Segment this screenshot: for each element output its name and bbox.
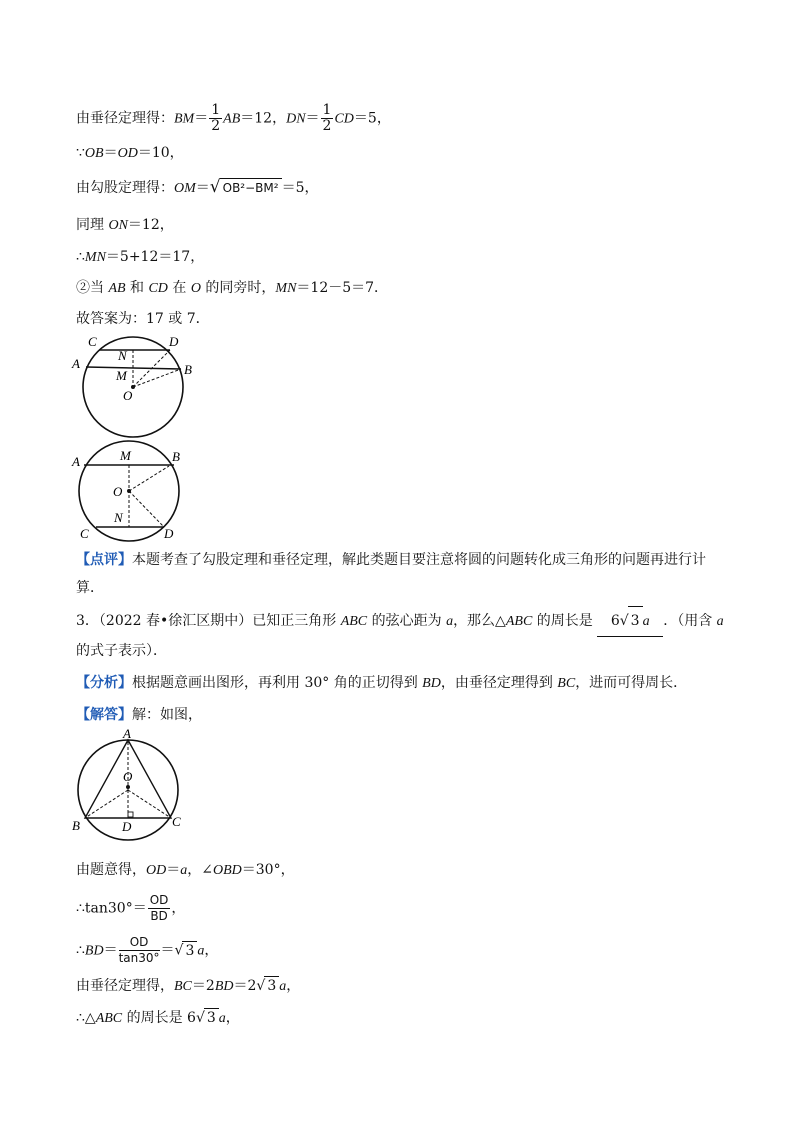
answer-blank (597, 606, 663, 637)
label-o: O (113, 484, 123, 499)
figure-circle-chords-opposite (66, 330, 206, 440)
var: AB (223, 111, 241, 127)
denominator: 2 (211, 118, 221, 134)
text: ， (204, 942, 219, 959)
label-d: D (122, 819, 132, 834)
var: OD (146, 863, 167, 878)
label-n: N (114, 510, 123, 525)
var: ABC (505, 614, 533, 629)
label-a: A (72, 356, 80, 371)
label-n: N (118, 348, 127, 363)
text: ，由垂径定理得到 (440, 675, 558, 691)
var: BD (214, 979, 234, 994)
segment-oc (128, 790, 171, 818)
text: ＝30°， (241, 862, 295, 878)
text: ＝ (103, 942, 118, 959)
radicand: 3 (628, 606, 643, 635)
label-o: O (123, 769, 133, 784)
label-c: C (80, 526, 89, 541)
text: 由垂径定理得： (76, 110, 174, 127)
line-mn-sum (76, 248, 204, 267)
var: a (642, 614, 650, 629)
question-3 (76, 606, 726, 665)
var: AB (108, 281, 126, 296)
therefore-symbol: ∴ (76, 249, 85, 265)
text: ，∠ (187, 862, 213, 878)
denominator: tan30° (118, 951, 160, 965)
radicand: 3 (182, 941, 197, 960)
label-m: M (116, 368, 127, 383)
var: OB (84, 146, 104, 161)
text: ＝ (160, 942, 175, 959)
numerator: OD (149, 893, 169, 907)
text: ∴△ (76, 1010, 96, 1026)
text: ＝ (166, 862, 181, 878)
line-ob-od (76, 144, 184, 163)
text: ＝ (194, 110, 209, 127)
line-answer: 故答案为：17 或 7． (76, 311, 210, 327)
denominator: BD (150, 909, 168, 923)
text: ＝2 (191, 978, 215, 994)
var: a (180, 863, 188, 878)
label-c: C (172, 814, 181, 829)
comment-paragraph (76, 546, 726, 602)
text: ，进而可得周长． (575, 675, 688, 691)
label-b: B (172, 449, 180, 464)
text: ＝5， (353, 110, 391, 127)
solution-step-3 (76, 935, 218, 966)
solution-line (76, 706, 202, 724)
radicand: OB²−BM² (220, 178, 282, 197)
text: 3．（2022 春•徐汇区期中）已知正三角形 (76, 613, 341, 629)
numerator: 1 (211, 102, 221, 118)
var: OM (174, 181, 196, 196)
var: BM (174, 111, 195, 127)
text: ＝2 (233, 978, 257, 994)
text: ＝ (103, 145, 118, 161)
line-similarly (76, 216, 174, 235)
center-point (126, 785, 130, 789)
text: ＝10， (137, 145, 184, 161)
text: ， (225, 1010, 240, 1026)
fraction-half (321, 103, 334, 134)
text: 在 (167, 280, 191, 296)
radicand: 3 (204, 1008, 219, 1027)
var: a (716, 614, 724, 629)
var: OD (117, 146, 138, 161)
label-b: B (72, 818, 80, 833)
text: 由垂径定理得， (76, 978, 174, 994)
denominator: 2 (322, 118, 332, 134)
radical-sign: √ (209, 177, 221, 197)
solution-step-4 (76, 976, 300, 996)
text: ∴ (76, 942, 85, 959)
segment-od (129, 491, 164, 527)
label-a: A (72, 454, 80, 469)
var: a (197, 943, 205, 959)
text: ， (286, 978, 301, 994)
var: a (446, 614, 454, 629)
text: ＝5， (281, 180, 319, 196)
solution-tag: 【解答】 (76, 707, 132, 723)
text: 和 (125, 280, 149, 296)
figure-circle-chords-same (66, 440, 206, 545)
label-d: D (164, 526, 174, 541)
text: 同理 (76, 217, 109, 233)
text: ．（用含 (663, 613, 717, 629)
var: CD (148, 281, 168, 296)
var: a (279, 979, 287, 994)
label-d: D (169, 334, 179, 349)
center-point (127, 489, 131, 493)
label-o: O (123, 388, 133, 403)
comment-tag: 【点评】 (76, 552, 132, 568)
text: 的弦心距为 (367, 613, 447, 629)
text: 的周长是 6 (122, 1010, 196, 1026)
text: ②当 (76, 280, 109, 296)
text: ，那么△ (453, 613, 506, 629)
var: MN (84, 250, 106, 265)
radical-sign: √ (174, 942, 184, 959)
text: 的周长是 (532, 613, 598, 629)
fraction-half (209, 103, 222, 134)
text: ＝ (305, 110, 320, 127)
var: a (218, 1011, 226, 1026)
label-a: A (123, 728, 131, 741)
text: 的同旁时， (200, 280, 276, 296)
var: OBD (212, 863, 242, 878)
text: ， (171, 900, 186, 917)
text: ＝5+12＝17， (105, 249, 205, 265)
label-c: C (88, 334, 97, 349)
fraction (148, 893, 171, 924)
text: 解：如图， (132, 707, 202, 723)
coef: 6 (610, 613, 620, 629)
radical-sign: √ (256, 978, 266, 994)
radical-sign: √ (619, 613, 629, 629)
text: ＝ (195, 180, 210, 196)
var: BC (557, 676, 576, 691)
right-angle-mark (128, 812, 133, 817)
text: ＝12－5＝7． (296, 280, 389, 296)
label-m: M (120, 448, 131, 463)
line-perpendicular-diameter (76, 103, 391, 134)
var: ON (108, 218, 128, 233)
solution-step-5 (76, 1008, 240, 1028)
analysis-line (76, 674, 687, 693)
label-b: B (184, 362, 192, 377)
text: 由题意得， (76, 862, 146, 878)
text: ＝12， (127, 217, 174, 233)
numerator: 1 (322, 102, 332, 118)
fraction (119, 935, 160, 966)
because-symbol: ∵ (76, 145, 85, 161)
text: 由勾股定理得： (76, 180, 174, 196)
var: BD (84, 943, 104, 959)
segment-ob (133, 369, 181, 387)
comment-text: 本题考查了勾股定理和垂径定理，解此类题目要注意将圆的问题转化成三角形的问题再进行计算． (76, 552, 706, 596)
text: 根据题意画出图形，再利用 30° 角的正切得到 (132, 675, 423, 691)
text: 的式子表示）． (76, 643, 167, 659)
text: ＝12， (240, 110, 287, 127)
numerator: OD (119, 935, 160, 951)
var: BC (174, 979, 192, 994)
var: O (190, 281, 201, 296)
radicand: 3 (264, 976, 279, 995)
segment-ob (85, 790, 128, 818)
var: ABC (340, 614, 368, 629)
solution-step-1 (76, 861, 295, 880)
radical-sign: √ (195, 1010, 205, 1026)
segment-ob (129, 466, 169, 491)
var: ABC (95, 1011, 123, 1026)
line-pythagoras (76, 178, 319, 198)
var: CD (334, 111, 354, 127)
figure-inscribed-triangle (66, 728, 196, 848)
var: BD (422, 676, 441, 691)
text: ∴tan30°＝ (76, 900, 147, 917)
var: MN (275, 281, 297, 296)
analysis-tag: 【分析】 (76, 675, 132, 691)
line-same-side (76, 279, 388, 298)
var: DN (286, 111, 306, 127)
solution-step-2 (76, 893, 185, 924)
